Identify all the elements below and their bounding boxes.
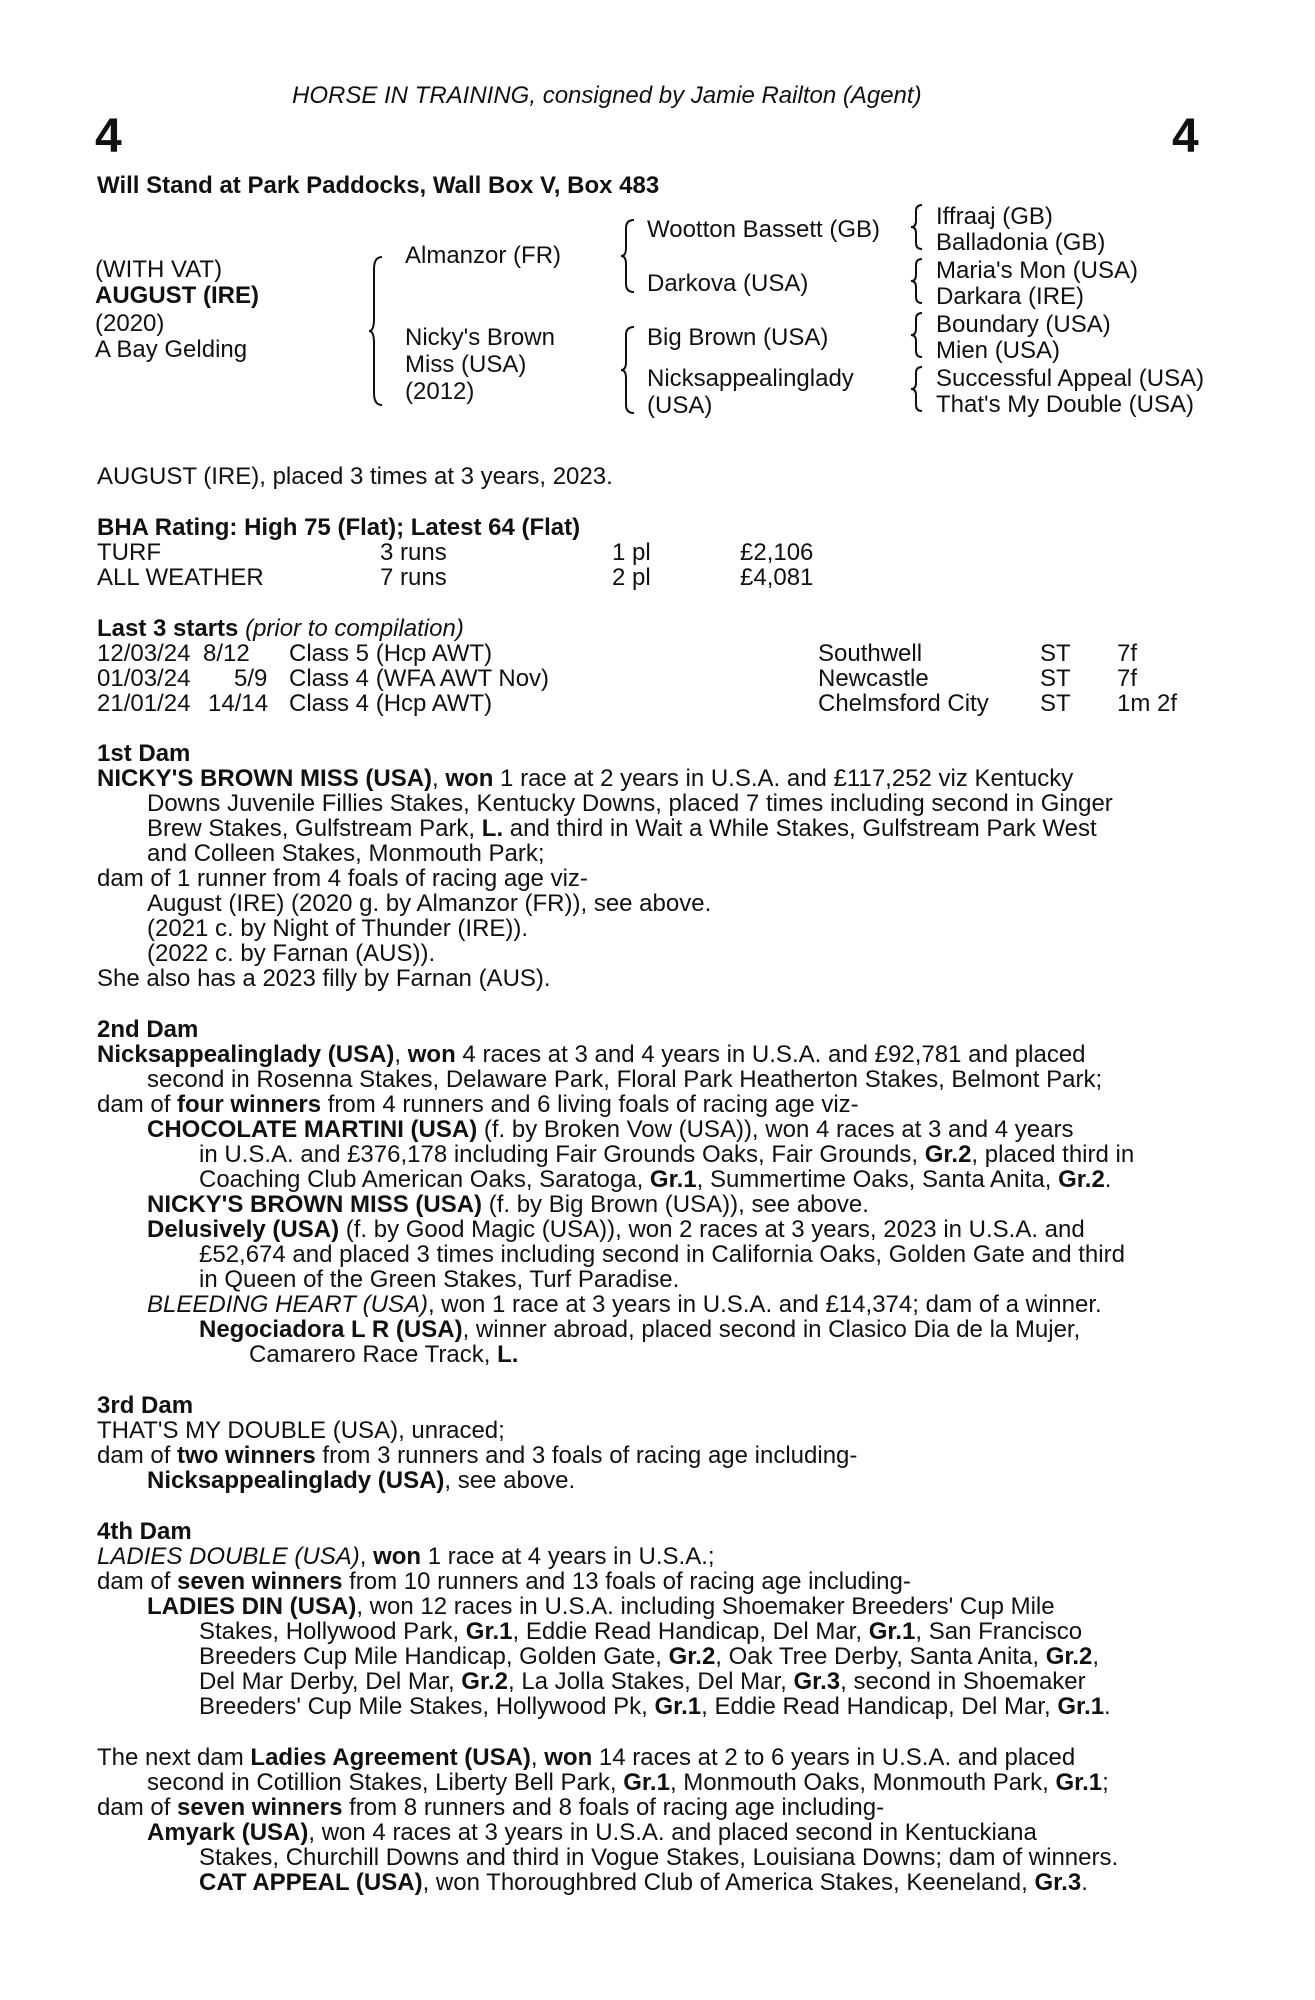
g3-brace-1 [910, 203, 924, 251]
first-dam-line: She also has a 2023 filly by Farnan (AUS). [97, 965, 551, 992]
produce-text: , won 1 race at 3 years in U.S.A. and £14,374; dam of a winner. [427, 1291, 1102, 1318]
dam-name: LADIES DOUBLE (USA) [97, 1543, 360, 1570]
fourth-dam-line [97, 1569, 911, 1594]
winners-count: two winners [177, 1442, 316, 1469]
produce-entry [147, 1820, 1037, 1845]
produce-text: , won Thoroughbred Club of America Stakes, Keeneland, [422, 1869, 1035, 1896]
won-word: won [373, 1543, 422, 1570]
rating-runs: 3 runs [380, 539, 447, 566]
produce-entry [199, 1669, 1086, 1694]
dam-name: Ladies Agreement (USA) [250, 1744, 531, 1771]
start-date: 21/01/24 [97, 690, 191, 717]
produce-name: CAT APPEAL (USA) [199, 1869, 423, 1896]
produce-text: , second in Shoemaker [840, 1668, 1086, 1695]
produce-text: , Eddie Read Handicap, Del Mar, [512, 1618, 869, 1645]
fourth-dam-text: 1 race at 4 years in U.S.A.; [421, 1543, 715, 1570]
fourth-dam-text: dam of [97, 1568, 178, 1595]
produce-text: (f. by Good Magic (USA)), won 2 races at 3 years, 2023 in U.S.A. and [339, 1216, 1085, 1243]
winners-count: four winners [177, 1091, 322, 1118]
dam-dam-line1: Nicksappealinglady [647, 365, 854, 392]
dam-dam-line2: (USA) [647, 392, 713, 419]
rating-surface: ALL WEATHER [97, 564, 264, 591]
fourth-dam-text: from 10 runners and 13 foals of racing age including- [342, 1568, 911, 1595]
second-dam-line: second in Rosenna Stakes, Delaware Park, Floral Park Heatherton Stakes, Belmont Park; [147, 1066, 1103, 1093]
produce-text: , Eddie Read Handicap, Del Mar, [701, 1693, 1058, 1720]
start-position: 8/12 [203, 640, 250, 667]
produce-text: . [1081, 1869, 1088, 1896]
ggd-2: Darkara (IRE) [936, 283, 1085, 310]
last-starts-note: (prior to compilation) [245, 615, 464, 642]
start-position: 14/14 [208, 690, 269, 717]
rating-placed: 1 pl [612, 539, 651, 566]
first-dam-line: dam of 1 runner from 4 foals of racing age viz- [97, 865, 588, 892]
first-dam-text: Brew Stakes, Gulfstream Park, [147, 815, 482, 842]
first-dam-line: (2022 c. by Farnan (AUS)). [147, 940, 436, 967]
produce-entry [147, 1117, 1073, 1142]
dam-brace-left [368, 255, 384, 407]
produce-entry [199, 1167, 1111, 1192]
produce-entry [147, 1192, 869, 1217]
first-dam-text: 1 race at 2 years in U.S.A. and £117,252 viz Kentucky [493, 765, 1074, 792]
produce-entry [199, 1694, 1111, 1719]
dam-name: Nicksappealinglady (USA) [97, 1041, 395, 1068]
second-dam-line: Nicksappealinglady (USA), won 4 races at 3 and 4 years in U.S.A. and £92,781 and placed [97, 1041, 1086, 1068]
sire-name: Almanzor (FR) [405, 242, 562, 269]
section-heading: 1st Dam [97, 740, 191, 767]
grade: Gr.1 [654, 1693, 702, 1720]
ggd-1: Balladonia (GB) [936, 229, 1106, 256]
start-race: Class 4 (Hcp AWT) [289, 690, 493, 717]
produce-entry [147, 1217, 1085, 1242]
next-dam-line: The next dam Ladies Agreement (USA), won 14 races at 2 to 6 years in U.S.A. and placed [97, 1744, 1076, 1771]
grade: Gr.1 [1055, 1769, 1103, 1796]
produce-text: , La Jolla Stakes, Del Mar, [507, 1668, 794, 1695]
produce-name: Delusively (USA) [147, 1216, 340, 1243]
produce-text: , won 12 races in U.S.A. including Shoemaker Breeders' Cup Mile [356, 1593, 1055, 1620]
start-going: ST [1040, 665, 1071, 692]
grade: Gr.1 [868, 1618, 916, 1645]
produce-text: Breeders Cup Mile Handicap, Golden Gate, [199, 1643, 669, 1670]
second-dam-text: 4 races at 3 and 4 years in U.S.A. and £92,781 and placed [455, 1041, 1086, 1068]
g3-brace-3 [910, 311, 924, 359]
start-date: 01/03/24 [97, 665, 191, 692]
produce-entry [147, 1594, 1055, 1619]
produce-text: . [1104, 1693, 1111, 1720]
start-distance: 7f [1117, 665, 1138, 692]
ggs-1: Iffraaj (GB) [936, 203, 1053, 230]
horse-name: AUGUST (IRE) [95, 282, 259, 309]
dam-sire: Big Brown (USA) [647, 324, 829, 351]
produce-entry: £52,674 and placed 3 times including second in California Oaks, Golden Gate and third [199, 1241, 1125, 1268]
sire-parents-brace [620, 218, 636, 294]
consignment-line: HORSE IN TRAINING, consigned by Jamie Railton (Agent) [292, 82, 922, 109]
produce-text: , placed third in [971, 1141, 1135, 1168]
produce-name: BLEEDING HEART (USA) [147, 1291, 428, 1318]
fourth-dam-line: LADIES DOUBLE (USA), won 1 race at 4 years in U.S.A.; [97, 1543, 715, 1570]
lot-number-right: 4 [1172, 110, 1199, 163]
first-dam-text: and third in Wait a While Stakes, Gulfstream Park West [503, 815, 1097, 842]
won-word: won [445, 765, 494, 792]
sire-dam: Darkova (USA) [647, 270, 809, 297]
produce-entry [199, 1870, 1088, 1895]
ggs-2: Maria's Mon (USA) [936, 257, 1138, 284]
first-dam-line: (2021 c. by Night of Thunder (IRE)). [147, 915, 529, 942]
start-date: 12/03/24 [97, 640, 191, 667]
start-distance: 7f [1117, 640, 1138, 667]
vat-note: (WITH VAT) [95, 256, 223, 283]
next-dam-text: second in Cotillion Stakes, Liberty Bell Park, [147, 1769, 624, 1796]
produce-text: . [1104, 1166, 1112, 1193]
produce-name: Negociadora L R (USA) [199, 1316, 463, 1343]
produce-name: Amyark (USA) [147, 1819, 309, 1846]
sire-sire: Wootton Bassett (GB) [647, 216, 880, 243]
produce-text: , [1092, 1643, 1100, 1670]
winners-count: seven winners [177, 1794, 343, 1821]
race-summary: AUGUST (IRE), placed 3 times at 3 years, 2023. [97, 463, 613, 490]
last-starts-heading [97, 615, 464, 643]
next-dam-text: dam of [97, 1794, 178, 1821]
first-dam-line: Downs Juvenile Fillies Stakes, Kentucky Downs, placed 7 times including second in Ginger [147, 790, 1113, 817]
produce-text: Camarero Race Track, [249, 1341, 498, 1368]
dam-name-line2: Miss (USA) [405, 351, 527, 378]
rating-placed: 2 pl [612, 564, 651, 591]
grade: Gr.3 [793, 1668, 841, 1695]
produce-entry [147, 1468, 575, 1493]
last-starts-title: Last 3 starts [97, 615, 239, 642]
produce-text: (f. by Broken Vow (USA)), won 4 races at 3 and 4 years [477, 1116, 1074, 1143]
next-dam-text: 14 races at 2 to 6 years in U.S.A. and placed [592, 1744, 1076, 1771]
foaling-year: (2020) [95, 310, 165, 337]
produce-entry [199, 1142, 1134, 1167]
next-dam-line [97, 1795, 884, 1820]
produce-text: , winner abroad, placed second in Clasico Dia de la Mujer, [462, 1316, 1081, 1343]
grade: Gr.1 [1057, 1693, 1105, 1720]
third-dam-line: THAT'S MY DOUBLE (USA), unraced; [97, 1417, 505, 1444]
dam-name: NICKY'S BROWN MISS (USA) [97, 765, 433, 792]
g3-brace-4 [910, 365, 924, 413]
produce-entry: Stakes, Churchill Downs and third in Vogue Stakes, Louisiana Downs; dam of winners. [199, 1844, 1119, 1871]
produce-text: (f. by Big Brown (USA)), see above. [482, 1191, 869, 1218]
lot-number-left: 4 [95, 110, 122, 163]
ggs-3: Boundary (USA) [936, 311, 1111, 338]
next-dam-text: from 8 runners and 8 foals of racing age including- [342, 1794, 885, 1821]
produce-entry [147, 1292, 1102, 1317]
next-dam-text: , Monmouth Oaks, Monmouth Park, [669, 1769, 1056, 1796]
ggs-4: Successful Appeal (USA) [936, 365, 1205, 392]
start-race: Class 5 (Hcp AWT) [289, 640, 493, 667]
grade: Gr.2 [1058, 1166, 1105, 1193]
winners-count: seven winners [177, 1568, 343, 1595]
third-dam-line [97, 1443, 857, 1468]
produce-entry [199, 1644, 1099, 1669]
produce-entry [199, 1619, 1082, 1644]
produce-name: Nicksappealinglady (USA) [147, 1467, 445, 1494]
section-heading: 2nd Dam [97, 1016, 199, 1043]
won-word: won [544, 1744, 593, 1771]
first-dam-line [147, 816, 1097, 841]
listed-grade: L. [481, 815, 504, 842]
start-course: Chelmsford City [818, 690, 989, 717]
section-heading: 4th Dam [97, 1518, 192, 1545]
produce-text: Breeders' Cup Mile Stakes, Hollywood Pk, [199, 1693, 655, 1720]
second-dam-text: dam of [97, 1091, 178, 1118]
produce-text: Coaching Club American Oaks, Saratoga, [199, 1166, 650, 1193]
ggd-4: That's My Double (USA) [936, 391, 1194, 418]
second-dam-line [97, 1092, 859, 1117]
rating-prize: £4,081 [740, 564, 814, 591]
bha-rating: BHA Rating: High 75 (Flat); Latest 64 (Flat) [97, 514, 581, 541]
listed-grade: L. [497, 1341, 519, 1368]
grade: Gr.1 [649, 1166, 697, 1193]
won-word: won [407, 1041, 456, 1068]
stand-location: Will Stand at Park Paddocks, Wall Box V, Box 483 [97, 172, 660, 199]
start-course: Newcastle [818, 665, 929, 692]
next-dam-text: ; [1102, 1769, 1109, 1796]
produce-text: , won 4 races at 3 years in U.S.A. and placed second in Kentuckiana [308, 1819, 1037, 1846]
grade: Gr.2 [461, 1668, 508, 1695]
third-dam-text: dam of [97, 1442, 178, 1469]
dam-year: (2012) [405, 378, 475, 405]
grade: Gr.1 [465, 1618, 513, 1645]
rating-prize: £2,106 [740, 539, 814, 566]
second-dam-text: from 4 runners and 6 living foals of racing age viz- [321, 1091, 859, 1118]
start-position: 5/9 [234, 665, 268, 692]
third-dam-text: from 3 runners and 3 foals of racing age including- [315, 1442, 858, 1469]
section-heading: 3rd Dam [97, 1392, 194, 1419]
produce-entry [199, 1317, 1080, 1342]
next-dam-line [147, 1770, 1109, 1795]
first-dam-line: August (IRE) (2020 g. by Almanzor (FR)), see above. [147, 890, 712, 917]
start-course: Southwell [818, 640, 923, 667]
produce-text: Stakes, Hollywood Park, [199, 1618, 466, 1645]
rating-surface: TURF [97, 539, 161, 566]
produce-text: Del Mar Derby, Del Mar, [199, 1668, 462, 1695]
produce-text: , Summertime Oaks, Santa Anita, [696, 1166, 1059, 1193]
produce-text: in U.S.A. and £376,178 including Fair Grounds Oaks, Fair Grounds, [199, 1141, 925, 1168]
grade: Gr.3 [1034, 1869, 1082, 1896]
next-dam-text: The next dam [97, 1744, 251, 1771]
produce-name: NICKY'S BROWN MISS (USA) [147, 1191, 483, 1218]
start-going: ST [1040, 690, 1071, 717]
produce-text: , Oak Tree Derby, Santa Anita, [715, 1643, 1046, 1670]
first-dam-line: NICKY'S BROWN MISS (USA), won 1 race at 2 years in U.S.A. and £117,252 viz Kentucky [97, 765, 1074, 792]
start-race: Class 4 (WFA AWT Nov) [289, 665, 550, 692]
produce-text: , San Francisco [915, 1618, 1083, 1645]
start-distance: 1m 2f [1117, 690, 1178, 717]
grade: Gr.2 [1045, 1643, 1093, 1670]
produce-entry [249, 1342, 518, 1367]
grade: Gr.1 [623, 1769, 670, 1796]
first-dam-line: and Colleen Stakes, Monmouth Park; [147, 840, 545, 867]
dam-name-line1: Nicky's Brown [405, 324, 555, 351]
produce-name: LADIES DIN (USA) [147, 1593, 357, 1620]
produce-entry: in Queen of the Green Stakes, Turf Paradise. [199, 1266, 680, 1293]
grade: Gr.2 [924, 1141, 972, 1168]
ggd-3: Mien (USA) [936, 337, 1061, 364]
dam-parents-brace [620, 325, 636, 415]
start-going: ST [1040, 640, 1071, 667]
g3-brace-2 [910, 257, 924, 305]
produce-text: , see above. [444, 1467, 576, 1494]
produce-name: CHOCOLATE MARTINI (USA) [147, 1116, 478, 1143]
horse-description: A Bay Gelding [95, 336, 248, 363]
grade: Gr.2 [668, 1643, 716, 1670]
rating-runs: 7 runs [380, 564, 447, 591]
